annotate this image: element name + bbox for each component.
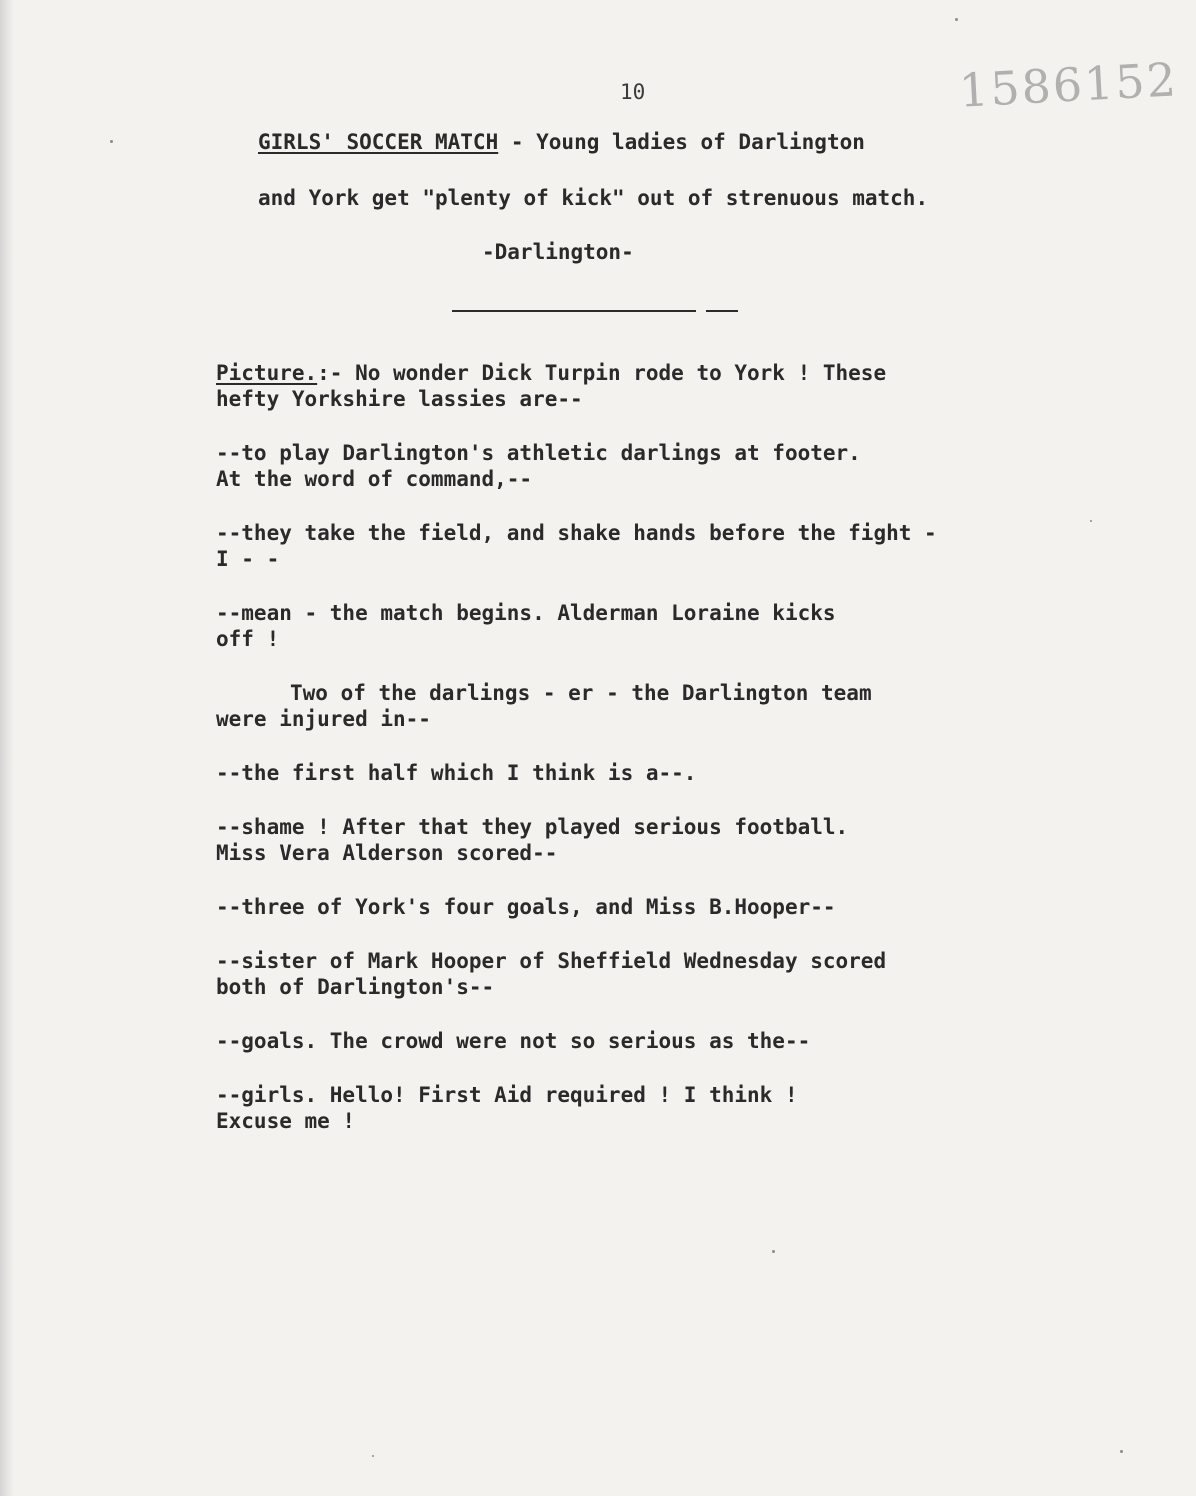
script-paragraph: --to play Darlington's athletic darlings at footer. At the word of command,-- (216, 441, 861, 491)
paper-speck (1090, 520, 1092, 522)
picture-label: Picture. (216, 361, 318, 385)
paragraph-text: :- No wonder Dick Turpin rode to York ! These hefty Yorkshire lassies are-- (216, 361, 887, 411)
page-edge-shadow (0, 0, 14, 1496)
story-title: GIRLS' SOCCER MATCH (258, 130, 499, 154)
heading-line-1 (258, 130, 1078, 154)
script-paragraph: --sister of Mark Hooper of Sheffield Wednesday scored both of Darlington's-- (216, 949, 887, 999)
paper-speck (955, 18, 958, 21)
script-paragraph: --the first half which I think is a--. (216, 761, 697, 785)
script-paragraph: --mean - the match begins. Alderman Loraine kicks off ! (216, 601, 836, 651)
script-paragraph: --three of York's four goals, and Miss B.Hooper-- (216, 895, 836, 919)
script-paragraph: --they take the field, and shake hands before the fight - I - - (216, 521, 937, 571)
script-paragraph: --girls. Hello! First Aid required ! I think ! Excuse me ! (216, 1083, 798, 1133)
separator-rule (452, 310, 696, 312)
paper-speck (110, 140, 113, 143)
paper-speck (1120, 1450, 1123, 1453)
script-paragraph: --goals. The crowd were not so serious as the-- (216, 1029, 811, 1053)
script-body (216, 360, 1076, 1162)
handwritten-reference-number: 1586152 (957, 52, 1180, 118)
paper-speck (372, 1455, 374, 1457)
script-paragraph: --shame ! After that they played serious football. Miss Vera Alderson scored-- (216, 815, 849, 865)
script-paragraph: Two of the darlings - er - the Darlington team were injured in-- (216, 681, 872, 731)
script-paragraph (216, 360, 1076, 412)
dateline: -Darlington- (482, 240, 634, 264)
separator-rule-short (706, 310, 738, 312)
page-number: 10 (620, 80, 646, 104)
heading-subtitle-start: - Young ladies of Darlington (498, 130, 865, 154)
heading-line-2: and York get "plenty of kick" out of strenuous match. (258, 186, 929, 210)
paper-speck (772, 1250, 775, 1253)
